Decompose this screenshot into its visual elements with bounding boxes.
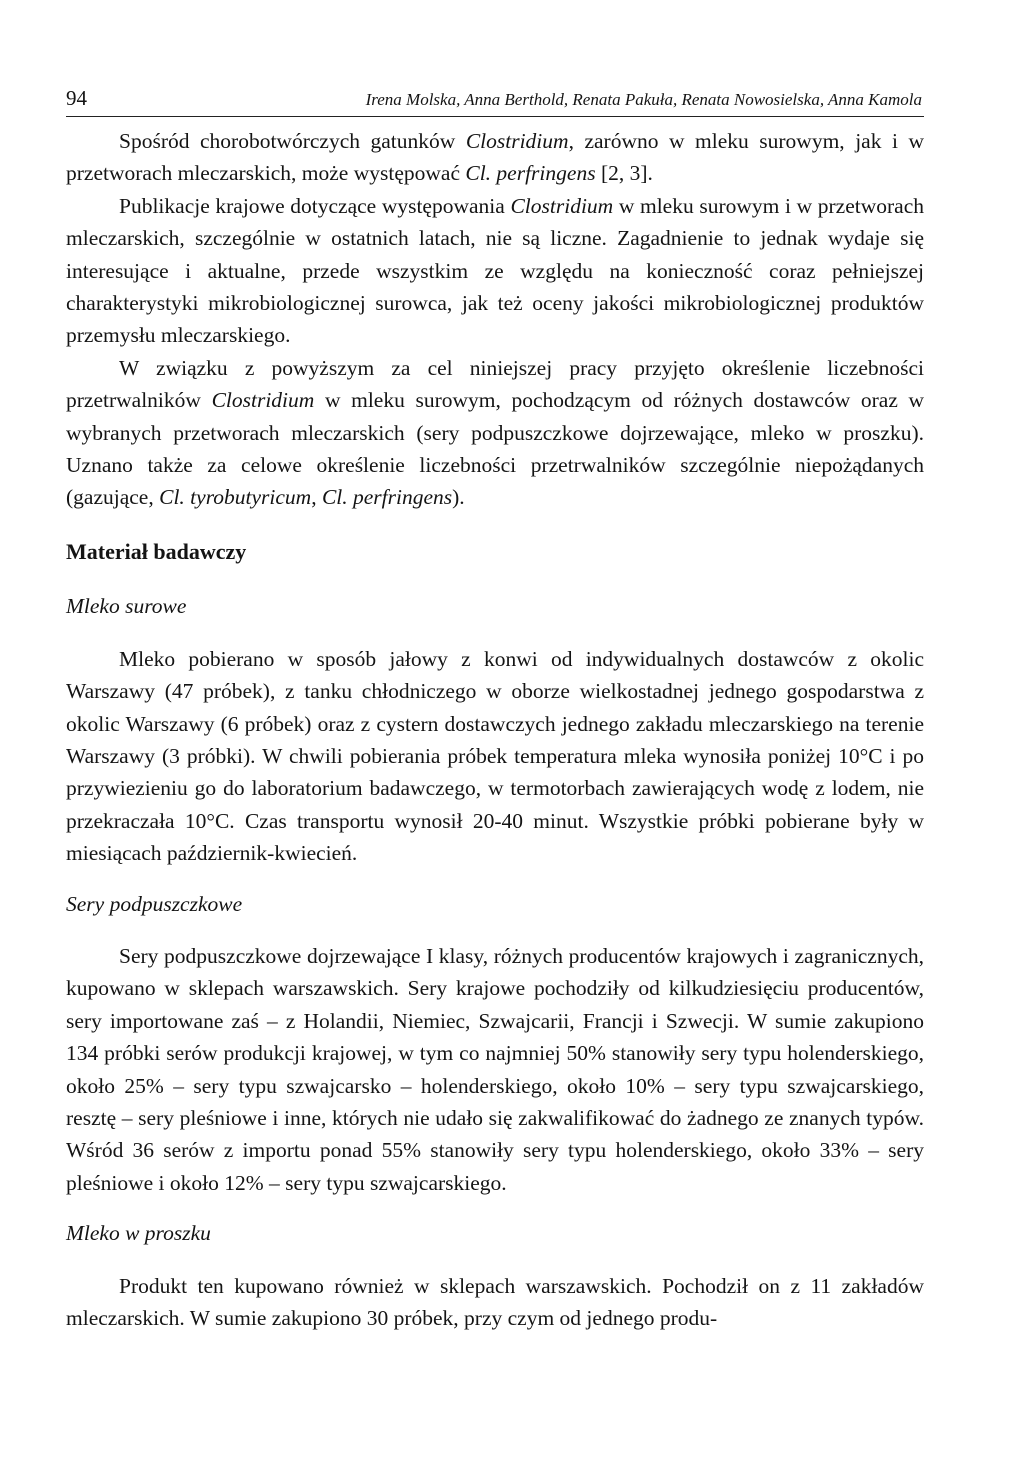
cheeses-paragraph: Sery podpuszczkowe dojrzewające I klasy, różnych producentów krajowych i zagranicznych, kupowano w sklepach warszawskich. Sery krajowe pochodziły od kilkudziesięciu producentów, sery importowane zaś – z Holandii, Niemiec, Szwajcarii, Francji i Szwecji. W sumie zakupiono 134 próbki serów produkcji krajowej, w tym co najmniej 50% stanowiły sery typu holenderskiego, około 25% – sery typu szwajcarsko – holenderskiego, około 10% – sery typu szwajcarskiego, resztę – sery pleśniowe i inne, których nie udało się zakwalifikować do żadnego ze znanych typów. Wśród 36 serów z importu ponad 55% stanowiły sery typu holenderskiego, około 33% – sery pleśniowe i około 12% – sery typu szwajcarskiego. — [66, 943, 924, 1195]
subheading-milk-powder: Mleko w proszku — [66, 1221, 211, 1246]
intro-paragraph-2: Publikacje krajowe dotyczące występowania Clostridium w mleku surowym i w przetworach mleczarskich, szczególnie w ostatnich latach, nie są liczne. Zagadnienie to jednak wydaje się interesujące i aktualne, przede wszystkim ze względu na konieczność coraz pełniejszej charakterystyki mikrobiologicznej surowca, jak też oceny jakości mikrobiologicznej produktów przemysłu mleczarskiego. — [66, 193, 924, 348]
page-number: 94 — [66, 86, 87, 110]
intro-paragraph-1: Spośród chorobotwórczych gatunków Clostridium, zarówno w mleku surowym, jak i w przetworach mleczarskich, może występować Cl. perfringens [2, 3]. — [66, 129, 924, 186]
section-heading: Materiał badawczy — [66, 538, 247, 564]
milk-powder-paragraph: Produkt ten kupowano również w sklepach warszawskich. Pochodził on z 11 zakładów mleczarskich. W sumie zakupiono 30 próbek, przy czym od jednego produ- — [66, 1273, 924, 1330]
intro-paragraph-3: W związku z powyższym za cel niniejszej pracy przyjęto określenie liczebności przetrwalników Clostridium w mleku surowym, pochodzącym od różnych dostawców oraz w wybranych przetworach mleczarskich (sery podpuszczkowe dojrzewające, mleko w proszku). Uznano także za celowe określenie liczebności przetrwalników szczególnie niepożądanych (gazujące, Cl. tyrobutyricum, Cl. perfringens). — [66, 355, 925, 510]
article-body — [66, 125, 924, 1334]
raw-milk-paragraph: Mleko pobierano w sposób jałowy z konwi od indywidualnych dostawców z okolic Warszawy (47 próbek), z tanku chłodniczego w oborze wielkostadnej jednego gospodarstwa z okolic Warszawy (6 próbek) oraz z cystern dostawczych jednego zakładu mleczarskiego na terenie Warszawy (3 próbki). W chwili pobierania próbek temperatura mleka wynosiła poniżej 10°C i po przywiezieniu go do laboratorium badawczego, w termotorbach zawierających wodę z lodem, nie przekraczała 10°C. Czas transportu wynosił 20-40 minut. Wszystkie próbki pobierane były w miesiącach październik-kwiecień. — [66, 646, 924, 866]
running-head-authors: Irena Molska, Anna Berthold, Renata Pakuła, Renata Nowosielska, Anna Kamola — [365, 90, 922, 109]
subheading-rennet-cheeses: Sery podpuszczkowe — [66, 891, 243, 916]
running-header — [66, 86, 924, 117]
subheading-raw-milk: Mleko surowe — [66, 594, 187, 619]
